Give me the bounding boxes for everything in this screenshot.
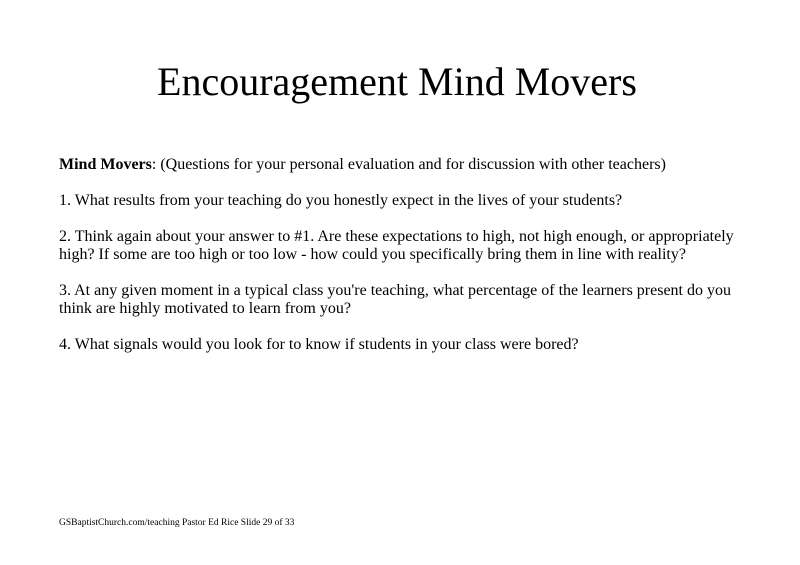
question-2: 2. Think again about your answer to #1. Are these expectations to high, not high enough, or appropriately high? If some are too high or too low - how could you specifically bring them in line with reality? xyxy=(59,228,734,263)
question-1: 1. What results from your teaching do you honestly expect in the lives of your students? xyxy=(59,192,623,209)
question-3: 3. At any given moment in a typical class you're teaching, what percentage of the learners present do you think are highly motivated to learn from you? xyxy=(59,282,731,317)
slide-body xyxy=(59,156,749,372)
intro-text: : (Questions for your personal evaluation and for discussion with other teachers) xyxy=(151,156,666,173)
slide-footer: GSBaptistChurch.com/teaching Pastor Ed Rice Slide 29 of 33 xyxy=(59,518,295,528)
intro-label: Mind Movers xyxy=(59,156,152,173)
question-4: 4. What signals would you look for to know if students in your class were bored? xyxy=(59,336,579,353)
slide-title: Encouragement Mind Movers xyxy=(157,59,637,104)
intro-paragraph xyxy=(59,156,749,174)
